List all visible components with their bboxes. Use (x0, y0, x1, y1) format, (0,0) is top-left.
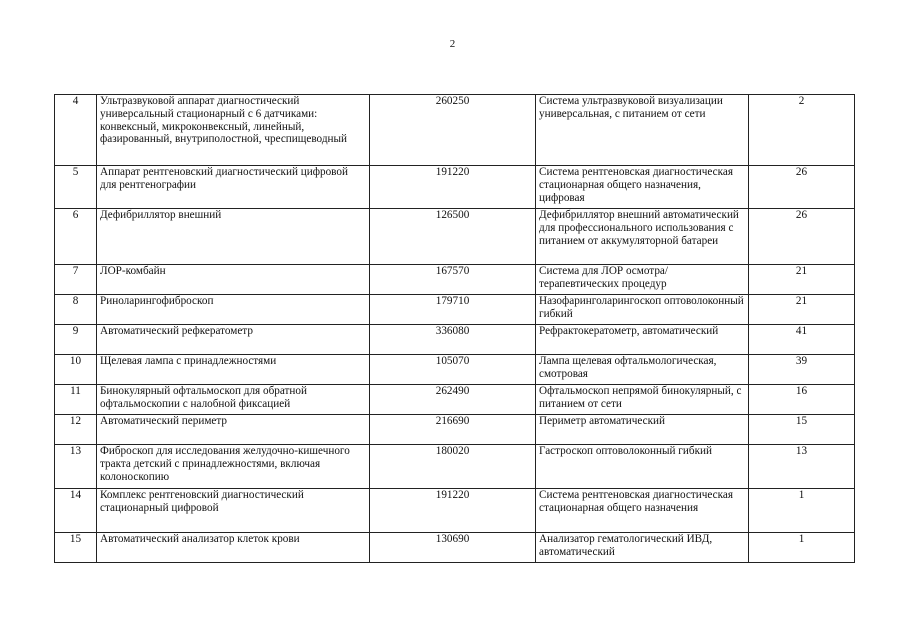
equipment-code: 167570 (370, 265, 536, 295)
table-row (55, 385, 855, 415)
equipment-type: Система рентгеновская диагностическая стационарная общего назначения, цифровая (536, 166, 749, 209)
table-row (55, 533, 855, 563)
equipment-type: Рефрактокератометр, автоматический (536, 325, 749, 355)
equipment-name: Риноларингофиброскоп (97, 295, 370, 325)
table-row (55, 355, 855, 385)
row-number: 12 (55, 415, 97, 445)
table-row (55, 445, 855, 489)
equipment-code: 105070 (370, 355, 536, 385)
equipment-code: 262490 (370, 385, 536, 415)
equipment-code: 130690 (370, 533, 536, 563)
equipment-name: Бинокулярный офтальмоскоп для обратной офтальмоскопии с налобной фиксацией (97, 385, 370, 415)
equipment-quantity: 41 (749, 325, 855, 355)
equipment-table (54, 94, 855, 563)
equipment-name: Фиброскоп для исследования желудочно-кишечного тракта детский с принадлежностями, включая колоноскопию (97, 445, 370, 489)
equipment-quantity: 26 (749, 209, 855, 265)
equipment-type: Офтальмоскоп непрямой бинокулярный, с питанием от сети (536, 385, 749, 415)
equipment-type: Назофаринголарингоскоп оптоволоконный гибкий (536, 295, 749, 325)
table-row (55, 325, 855, 355)
equipment-type: Дефибриллятор внешний автоматический для профессионального использования с питанием от аккумуляторной батареи (536, 209, 749, 265)
row-number: 10 (55, 355, 97, 385)
equipment-quantity: 1 (749, 489, 855, 533)
row-number: 5 (55, 166, 97, 209)
equipment-name: Щелевая лампа с принадлежностями (97, 355, 370, 385)
equipment-quantity: 2 (749, 95, 855, 166)
equipment-name: Автоматический рефкератометр (97, 325, 370, 355)
equipment-name: Ультразвуковой аппарат диагностический универсальный стационарный с 6 датчиками: конвексный, микроконвексный, линейный, фазированный, внутриполостной, чреспищеводный (97, 95, 370, 166)
equipment-code: 180020 (370, 445, 536, 489)
row-number: 6 (55, 209, 97, 265)
table-row (55, 295, 855, 325)
equipment-type: Система рентгеновская диагностическая стационарная общего назначения (536, 489, 749, 533)
equipment-code: 191220 (370, 489, 536, 533)
equipment-code: 126500 (370, 209, 536, 265)
row-number: 15 (55, 533, 97, 563)
equipment-quantity: 13 (749, 445, 855, 489)
equipment-code: 216690 (370, 415, 536, 445)
row-number: 14 (55, 489, 97, 533)
equipment-quantity: 1 (749, 533, 855, 563)
equipment-code: 260250 (370, 95, 536, 166)
table-row (55, 166, 855, 209)
equipment-name: Автоматический периметр (97, 415, 370, 445)
row-number: 9 (55, 325, 97, 355)
equipment-quantity: 39 (749, 355, 855, 385)
equipment-type: Лампа щелевая офтальмологическая, смотровая (536, 355, 749, 385)
equipment-quantity: 21 (749, 295, 855, 325)
row-number: 11 (55, 385, 97, 415)
equipment-type: Система для ЛОР осмотра/терапевтических процедур (536, 265, 749, 295)
equipment-quantity: 15 (749, 415, 855, 445)
table-row (55, 265, 855, 295)
equipment-name: Дефибриллятор внешний (97, 209, 370, 265)
equipment-type: Анализатор гематологический ИВД, автоматический (536, 533, 749, 563)
equipment-code: 336080 (370, 325, 536, 355)
equipment-type: Система ультразвуковой визуализации универсальная, с питанием от сети (536, 95, 749, 166)
equipment-name: Комплекс рентгеновский диагностический стационарный цифровой (97, 489, 370, 533)
row-number: 13 (55, 445, 97, 489)
row-number: 8 (55, 295, 97, 325)
table-row (55, 95, 855, 166)
equipment-quantity: 26 (749, 166, 855, 209)
equipment-type: Гастроскоп оптоволоконный гибкий (536, 445, 749, 489)
row-number: 7 (55, 265, 97, 295)
equipment-code: 191220 (370, 166, 536, 209)
equipment-name: Аппарат рентгеновский диагностический цифровой для рентгенографии (97, 166, 370, 209)
table-row (55, 209, 855, 265)
row-number: 4 (55, 95, 97, 166)
table-row (55, 489, 855, 533)
equipment-code: 179710 (370, 295, 536, 325)
equipment-type: Периметр автоматический (536, 415, 749, 445)
page-number: 2 (449, 38, 456, 50)
equipment-name: Автоматический анализатор клеток крови (97, 533, 370, 563)
table-row (55, 415, 855, 445)
equipment-name: ЛОР-комбайн (97, 265, 370, 295)
equipment-quantity: 21 (749, 265, 855, 295)
equipment-quantity: 16 (749, 385, 855, 415)
